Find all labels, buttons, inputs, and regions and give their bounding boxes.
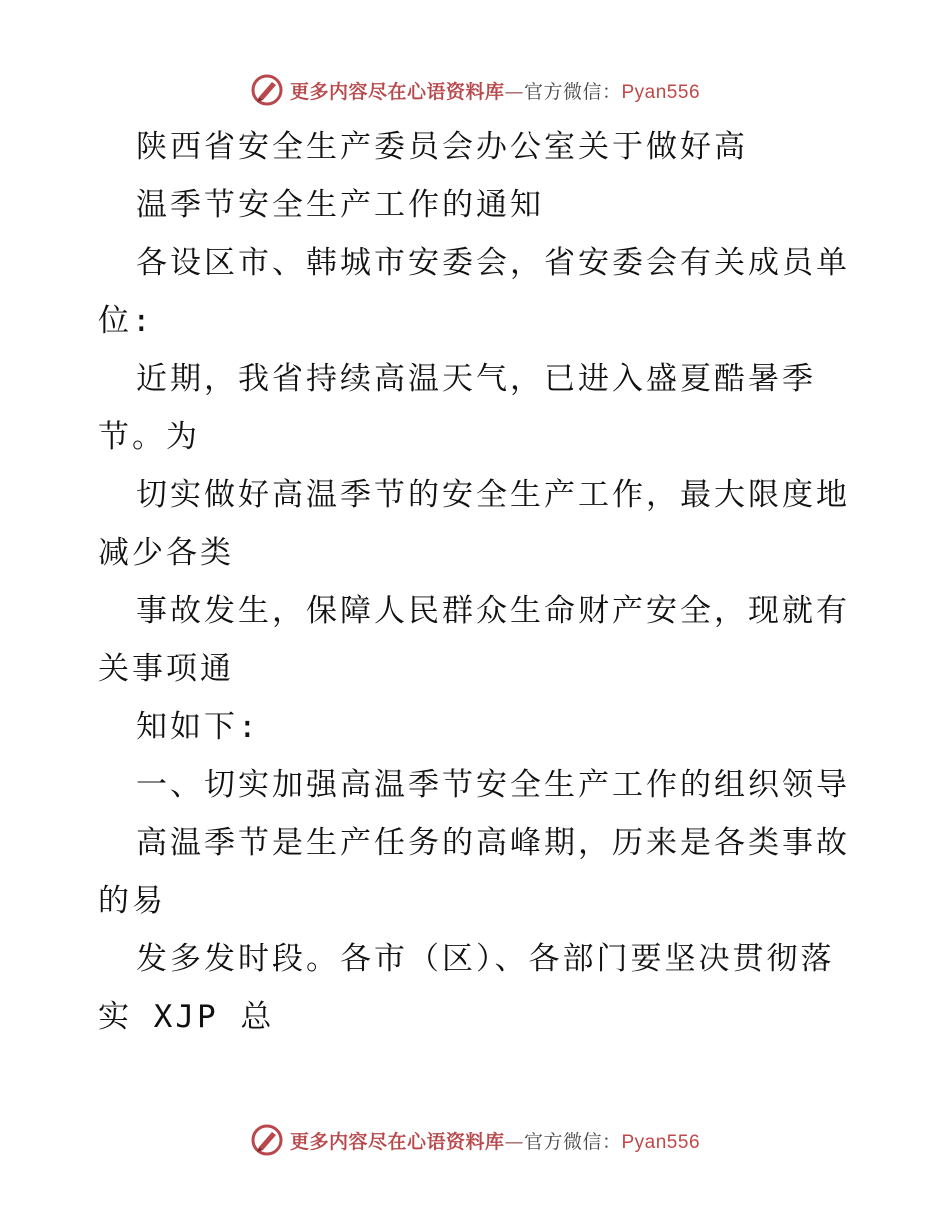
- header-watermark: [0, 70, 950, 110]
- text-line: 位:: [98, 303, 154, 339]
- text-line: 节。为: [98, 419, 200, 455]
- watermark-dash: —: [504, 80, 524, 103]
- watermark-main: 更多内容尽在心语资料库: [289, 1130, 505, 1153]
- document-body: [98, 118, 858, 1046]
- text-line: 切实做好高温季节的安全生产工作，最大限度地: [136, 477, 850, 513]
- text-line: 各设区市、韩城市安委会，省安委会有关成员单: [136, 245, 850, 281]
- watermark-id: Pyan556: [621, 81, 701, 103]
- watermark-text: [290, 1127, 700, 1154]
- text-line: 温季节安全生产工作的通知: [136, 187, 544, 223]
- watermark-label: 官方微信：: [523, 80, 622, 103]
- text-line: 高温季节是生产任务的高峰期，历来是各类事故: [136, 825, 850, 861]
- text-line: 事故发生，保障人民群众生命财产安全，现就有: [136, 593, 850, 629]
- text-line: 陕西省安全生产委员会办公室关于做好高: [136, 129, 748, 165]
- pen-logo-icon: [250, 73, 284, 107]
- watermark-id: Pyan556: [621, 1131, 701, 1153]
- text-line: 关事项通: [98, 651, 234, 687]
- watermark-text: [290, 77, 700, 104]
- text-line: 减少各类: [98, 535, 234, 571]
- watermark-dash: —: [504, 1130, 524, 1153]
- text-line: 知如下:: [136, 709, 260, 745]
- text-line: 发多发时段。各市（区）、各部门要坚决贯彻落: [136, 941, 835, 977]
- text-line: 一、切实加强高温季节安全生产工作的组织领导: [136, 767, 850, 803]
- watermark-label: 官方微信：: [523, 1130, 622, 1153]
- text-line: 近期，我省持续高温天气，已进入盛夏酷暑季: [136, 361, 816, 397]
- pen-logo-icon: [250, 1123, 284, 1157]
- footer-watermark: [0, 1120, 950, 1160]
- text-line: 的易: [98, 883, 166, 919]
- watermark-main: 更多内容尽在心语资料库: [289, 80, 505, 103]
- text-line: 实 XJP 总: [98, 999, 275, 1035]
